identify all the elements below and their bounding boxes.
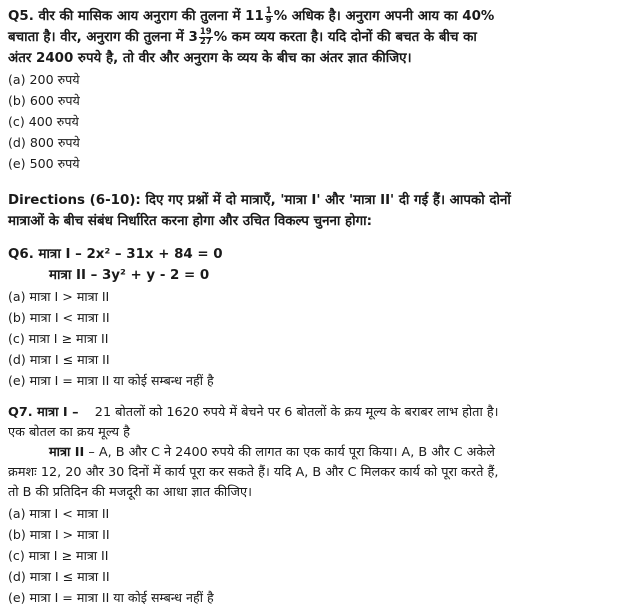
q5-text-1a: वीर की मासिक आय अनुराग की तुलना में 11 (38, 9, 264, 24)
q6-option-a: (a) मात्रा I > मात्रा II (8, 289, 110, 304)
q5-line-3: अंतर 2400 रुपये है, तो वीर और अनुराग के व्यय के बीच का अंतर ज्ञात कीजिए। (8, 51, 412, 66)
q6-option-e: (e) मात्रा I = मात्रा II या कोई सम्बन्ध नहीं है (8, 373, 214, 388)
q7-option-a: (a) मात्रा I < मात्रा II (8, 506, 110, 521)
q5-fraction-2: $\frac{19}{27}$ (199, 26, 212, 47)
q5-option-b: (b) 600 रुपये (8, 93, 80, 108)
q6-option-b: (b) मात्रा I < मात्रा II (8, 310, 110, 325)
q6-option-d: (d) मात्रा I ≤ मात्रा II (8, 352, 110, 367)
document-page (8, 6, 624, 608)
q5-option-c: (c) 400 रुपये (8, 114, 79, 129)
q7-line-4: क्रमशः 12, 20 और 30 दिनों में कार्य पूरा कर सकते हैं। यदि A, B और C मिलकर कार्य को पूरा करते हैं, (8, 465, 499, 480)
q7-quantity-2-label: मात्रा II (49, 445, 85, 460)
q7-option-b: (b) मात्रा I > मात्रा II (8, 527, 110, 542)
q7-option-e: (e) मात्रा I = मात्रा II या कोई सम्बन्ध नहीं है (8, 590, 214, 605)
q7-line-1: Q7. मात्रा I – 21 बोतलों को 1620 रुपये में बेचने पर 6 बोतलों के क्रय मूल्य के बराबर लाभ होता है। (8, 405, 499, 420)
q5-fraction-1: $\frac{1}{9}$ (265, 5, 272, 26)
q5-label: Q5. (8, 9, 34, 24)
q7-line-5: तो B की प्रतिदिन की मजदूरी का आधा ज्ञात कीजिए। (8, 485, 252, 500)
q7-option-d: (d) मात्रा I ≤ मात्रा II (8, 569, 110, 584)
directions-line-1: Directions (6-10): दिए गए प्रश्नों में दो मात्राएँ, 'मात्रा I' और 'मात्रा II' दी गई हैं। आपको दोनों (8, 193, 511, 208)
q6-quantity-1: Q6. मात्रा I – 2x² – 31x + 84 = 0 (8, 247, 223, 262)
q5-text-1b: % अधिक है। अनुराग अपनी आय का 40% (273, 9, 495, 24)
q7-line-3: मात्रा II – A, B और C ने 2400 रुपये की लागत का एक कार्य पूरा किया। A, B और C अकेले (49, 445, 495, 460)
q7-label: Q7. मात्रा I – (8, 405, 79, 420)
q5-line-1 (8, 6, 624, 27)
q6-quantity-2: मात्रा II – 3y² + y - 2 = 0 (49, 268, 210, 283)
q5-option-e: (e) 500 रुपये (8, 156, 80, 171)
q7-line-2: एक बोतल का क्रय मूल्य है (8, 425, 130, 440)
q7-option-c: (c) मात्रा I ≥ मात्रा II (8, 548, 109, 563)
q6-option-c: (c) मात्रा I ≥ मात्रा II (8, 331, 109, 346)
q5-option-a: (a) 200 रुपये (8, 72, 80, 87)
directions-line-2: मात्राओं के बीच संबंध निर्धारित करना होगा और उचित विकल्प चुनना होगा: (8, 214, 373, 229)
q5-line-2: बचाता है। वीर, अनुराग की तुलना में 3 $\frac{19}{27}$ % कम व्यय करता है। यदि दोनों की बचत के बीच का (8, 26, 477, 47)
q5-option-d: (d) 800 रुपये (8, 135, 80, 150)
